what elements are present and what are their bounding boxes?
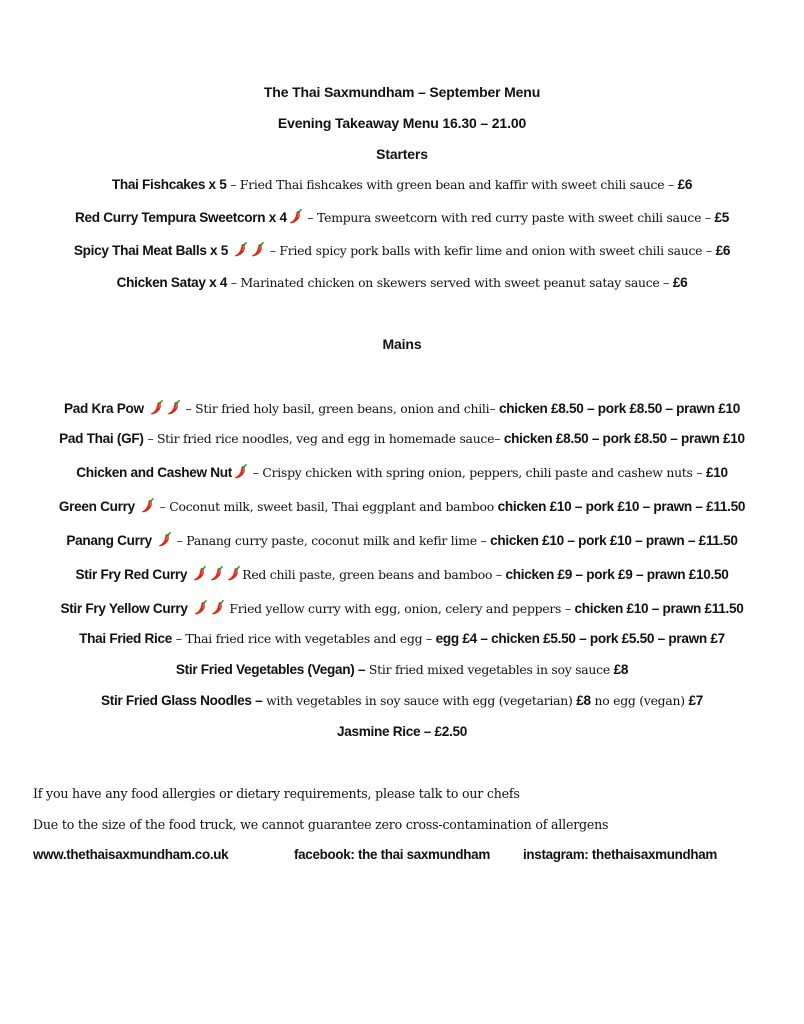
item-description: – Panang curry paste, coconut milk and kefir lime – [172,533,491,548]
contact-links [33,845,773,865]
main-item [0,565,804,586]
starters-heading: Starters [376,146,428,162]
chili-pepper-icon [158,532,171,547]
item-description: – Stir fried holy basil, green beans, onion and chili– [181,401,499,416]
item-price: chicken £9 – pork £9 – prawn £10.50 [505,567,729,582]
item-description: Red chili paste, green beans and bamboo – [242,567,506,582]
item-price: chicken £10 – pork £10 – prawn – £11.50 [490,533,738,548]
item-description: with vegetables in soy sauce with egg (vegetarian) [262,693,577,708]
item-name: Stir Fried Vegetables (Vegan) – [175,662,366,677]
starter-item [0,175,804,196]
chili-pepper-icon [234,464,247,479]
main-item [0,599,804,620]
starter-item [0,208,804,229]
item-name: Jasmine Rice – £2.50 [336,724,468,739]
item-price: £6 [677,177,693,192]
item-price: chicken £10 – prawn £11.50 [574,601,744,616]
chili-pepper-icon [227,566,240,581]
mains-heading: Mains [382,336,422,352]
item-description: – Tempura sweetcorn with red curry paste with sweet chili sauce – [303,210,715,225]
item-price: egg £4 – chicken £5.50 – pork £5.50 – prawn £7 [435,631,725,646]
facebook-link[interactable]: facebook: the thai saxmundham [294,847,490,862]
item-price: £5 [714,210,730,225]
main-item [0,429,804,450]
main-item [0,399,804,420]
item-name: Chicken and Cashew Nut [76,465,233,480]
chili-pepper-icon [193,566,206,581]
item-price: £10 [705,465,728,480]
item-price-alt: £7 [688,693,704,708]
item-name: Pad Kra Pow [64,401,144,416]
starter-item [0,273,804,294]
item-name: Panang Curry [66,533,152,548]
item-price: chicken £8.50 – pork £8.50 – prawn £10 [498,401,740,416]
menu-title: The Thai Saxmundham – September Menu [263,84,541,100]
item-price: £6 [672,275,688,290]
chili-pepper-icon [194,600,207,615]
item-description: – Fried spicy pork balls with kefir lime and onion with sweet chili sauce – [266,243,716,258]
item-name: Chicken Satay x 4 [116,275,228,290]
chili-pepper-icon [167,400,180,415]
item-name: Spicy Thai Meat Balls x 5 [73,243,229,258]
allergy-notice: If you have any food allergies or dietary requirements, please talk to our chefs [33,786,520,801]
item-description: – Crispy chicken with spring onion, peppers, chili paste and cashew nuts – [249,465,706,480]
chili-pepper-icon [210,566,223,581]
website-link[interactable]: www.thethaisaxmundham.co.uk [33,847,229,862]
chili-pepper-icon [234,242,247,257]
main-item [0,691,804,712]
instagram-link[interactable]: instagram: thethaisaxmundham [523,847,717,862]
main-item [0,463,804,484]
item-name: Thai Fried Rice [79,631,173,646]
item-price: £8 [576,693,591,708]
chili-pepper-icon [141,498,154,513]
cross-contamination-notice: Due to the size of the food truck, we cannot guarantee zero cross-contamination of allergens [33,817,609,832]
item-description: – Fried Thai fishcakes with green bean and kaffir with sweet chili sauce – [226,177,678,192]
menu-subtitle: Evening Takeaway Menu 16.30 – 21.00 [277,115,527,131]
main-item [0,497,804,518]
item-description: Stir fried mixed vegetables in soy sauce [365,662,614,677]
item-description: – Thai fried rice with vegetables and egg – [172,631,436,646]
main-item [0,531,804,552]
item-price: chicken £8.50 – pork £8.50 – prawn £10 [503,431,745,446]
item-price: £8 [613,662,629,677]
main-item [0,722,804,743]
item-price: chicken £10 – pork £10 – prawn – £11.50 [497,499,746,514]
item-description: – Coconut milk, sweet basil, Thai eggplant and bamboo [155,499,498,514]
item-description: – Stir fried rice noodles, veg and egg in homemade sauce– [143,431,504,446]
chili-pepper-icon [251,242,264,257]
item-description-alt: no egg (vegan) [590,693,689,708]
starter-item [0,241,804,262]
item-price: £6 [715,243,731,258]
item-name: Stir Fry Red Curry [75,567,188,582]
chili-pepper-icon [150,400,163,415]
item-name: Stir Fried Glass Noodles – [100,693,263,708]
main-item [0,629,804,650]
chili-pepper-icon [289,209,302,224]
chili-pepper-icon [211,600,224,615]
item-name: Thai Fishcakes x 5 [111,177,227,192]
item-name: Red Curry Tempura Sweetcorn x 4 [74,210,287,225]
item-description: – Marinated chicken on skewers served with sweet peanut satay sauce – [227,275,673,290]
main-item [0,660,804,681]
item-description: Fried yellow curry with egg, onion, celery and peppers – [225,601,575,616]
item-name: Pad Thai (GF) [59,431,144,446]
item-name: Stir Fry Yellow Curry [60,601,188,616]
item-name: Green Curry [58,499,135,514]
